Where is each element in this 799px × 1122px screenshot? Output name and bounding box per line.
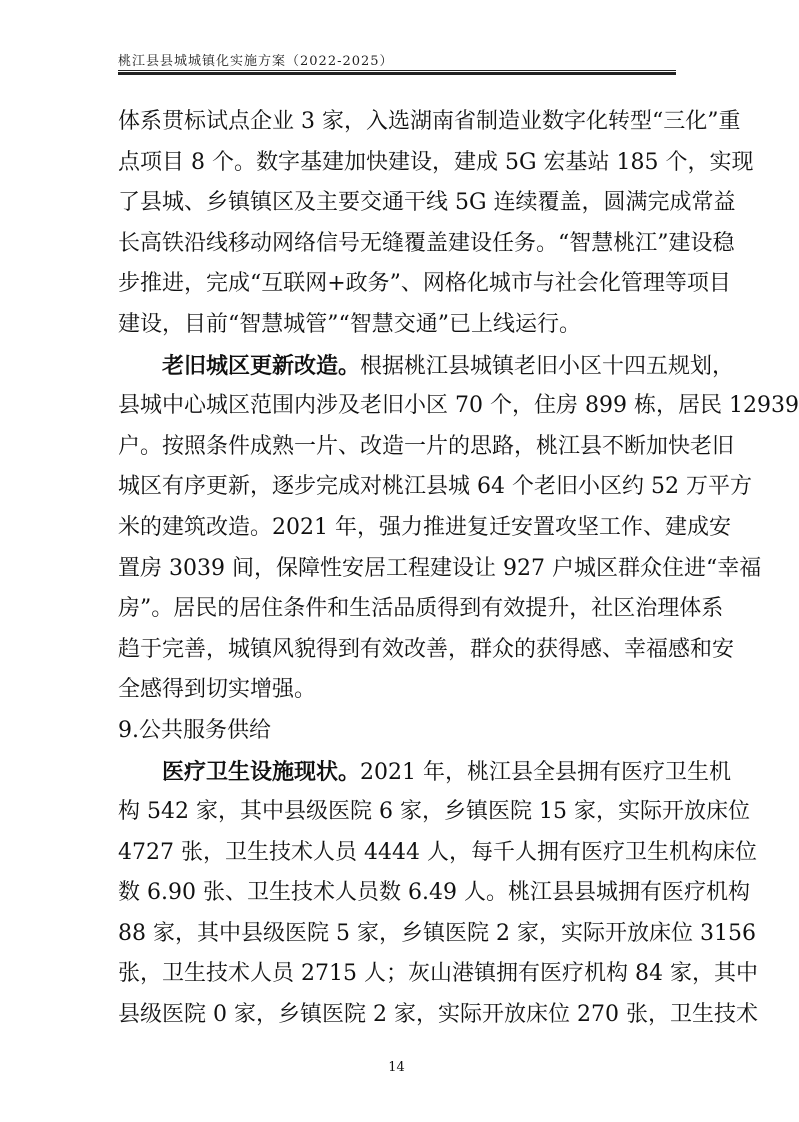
text-line: 全感得到切实增强。 <box>118 677 317 703</box>
text-line: 长高铁沿线移动网络信号无缝覆盖建设任务。“智慧桃江”建设稳 <box>118 230 735 256</box>
paragraph-old-district-renewal <box>118 346 799 711</box>
text-line: 步推进，完成“互联网+政务”、网格化城市与社会化管理等项目 <box>118 271 731 297</box>
text-line: 数 6.90 张、卫生技术人员数 6.49 人。桃江县县城拥有医疗机构 <box>118 880 750 906</box>
text-line <box>118 752 731 793</box>
text-line: 张，卫生技术人员 2715 人；灰山港镇拥有医疗机构 84 家，其中 <box>118 961 758 987</box>
paragraph-medical-facilities <box>118 752 758 1036</box>
text-line <box>118 346 735 387</box>
text-span: 根据桃江县城镇老旧小区十四五规划， <box>360 353 735 379</box>
text-line: 城区有序更新，逐步完成对桃江县城 64 个老旧小区约 52 万平方 <box>118 474 752 500</box>
text-line: 房”。居民的居住条件和生活品质得到有效提升，社区治理体系 <box>118 596 724 622</box>
running-header: 桃江县县城城镇化实施方案（2022-2025） <box>118 54 394 69</box>
text-line: 88 家，其中县级医院 5 家，乡镇医院 2 家，实际开放床位 3156 <box>118 920 756 946</box>
paragraph-digital-infrastructure <box>118 102 754 346</box>
page-body <box>118 102 799 1036</box>
text-line: 趋于完善，城镇风貌得到有效改善，群众的获得感、幸福感和安 <box>118 636 735 662</box>
paragraph-lead: 老旧城区更新改造。 <box>162 352 361 379</box>
text-line: 米的建筑改造。2021 年，强力推进复迁安置攻坚工作、建成安 <box>118 514 731 540</box>
text-line: 构 542 家，其中县级医院 6 家，乡镇医院 15 家，实际开放床位 <box>118 799 750 825</box>
text-line: 建设，目前“智慧城管”“智慧交通”已上线运行。 <box>118 311 581 337</box>
text-span: 2021 年，桃江县全县拥有医疗卫生机 <box>360 759 731 785</box>
text-line: 县城中心城区范围内涉及老旧小区 70 个，住房 899 栋，居民 12939 <box>118 393 799 419</box>
paragraph-lead: 医疗卫生设施现状。 <box>162 758 361 785</box>
text-line: 点项目 8 个。数字基建加快建设，建成 5G 宏基站 185 个，实现 <box>118 149 754 175</box>
text-line: 了县城、乡镇镇区及主要交通干线 5G 连续覆盖，圆满完成常益 <box>118 190 736 216</box>
text-line: 户。按照条件成熟一片、改造一片的思路，桃江县不断加快老旧 <box>118 433 735 459</box>
section-heading: 9.公共服务供给 <box>118 717 271 743</box>
header-rule-thin <box>118 70 676 71</box>
text-line: 置房 3039 间，保障性安居工程建设让 927 户城区群众住进“幸福 <box>118 555 762 581</box>
page-number: 14 <box>388 1060 405 1075</box>
text-line: 县级医院 0 家，乡镇医院 2 家，实际开放床位 270 张，卫生技术 <box>118 1002 758 1028</box>
text-line: 4727 张，卫生技术人员 4444 人，每千人拥有医疗卫生机构床位 <box>118 839 757 865</box>
header-rule-thick <box>118 72 676 75</box>
text-line: 体系贯标试点企业 3 家，入选湖南省制造业数字化转型“三化”重 <box>118 109 741 134</box>
